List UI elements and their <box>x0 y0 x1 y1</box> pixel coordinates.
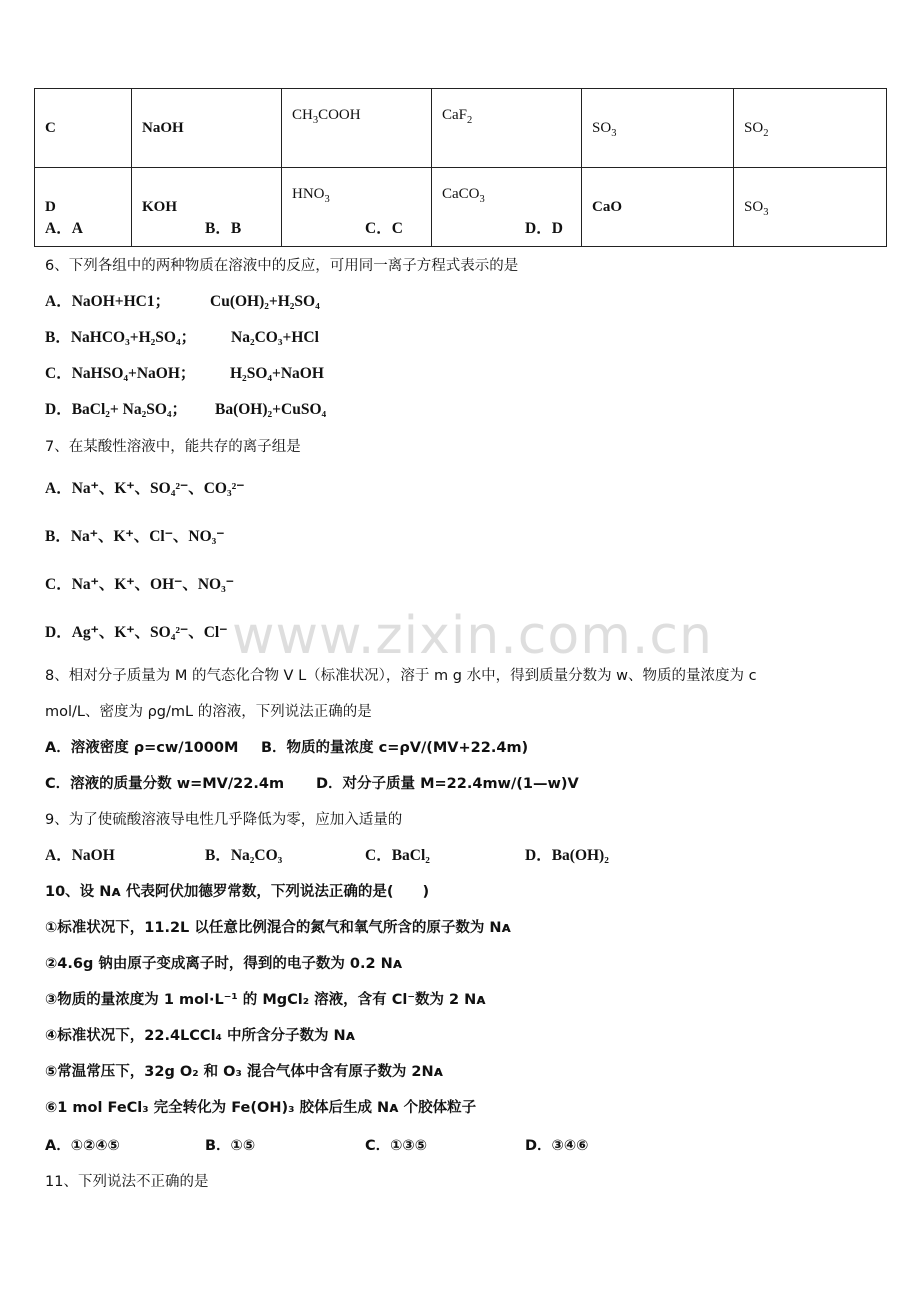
q10-stem: 10、设 Nᴀ 代表阿伏加德罗常数，下列说法正确的是( ) <box>45 884 430 900</box>
q10-statement-2: ②4.6g 钠由原子变成离子时，得到的电子数为 0.2 Nᴀ <box>45 956 403 972</box>
oxide-cell: $SO_3$ <box>582 89 734 168</box>
oxide-cell: $SO_3$ <box>734 168 887 247</box>
classification-table <box>34 88 887 247</box>
q10-statement-1: ①标准状况下，11.2L 以任意比例混合的氮气和氧气所含的原子数为 Nᴀ <box>45 920 511 936</box>
salt-cell: CaCO$_3$ <box>432 168 582 247</box>
oxide-cell: CaO <box>582 168 734 247</box>
option-a: A．A <box>45 220 83 237</box>
base-cell: NaOH <box>132 89 282 168</box>
option-b: B．B <box>205 220 242 237</box>
document-page: C NaOH $CH_3COOH$ CaF$_2$ $SO_3$ $SO_2$ D KOH $HNO_3$ CaCO$_3$ CaO $SO_3$ A．A B．B C．C D．D 6、下列各组中的两种物质在溶液中的反应，可用同一离子方程式表示的是 A．NaOH+HC1； Cu(OH)₂+H₂SO₄ B．NaHCO₃+H₂SO₄； Na₂CO₃+HCl C．NaHSO₄+NaOH； H₂SO₄+NaOH D．BaCl₂+ Na₂SO₄； Ba(OH)₂+CuSO₄ 7、在某酸性溶液中，能共存的离子组是 A．Na⁺、K⁺、SO₄²⁻、CO₃²⁻ B．Na⁺、K⁺、Cl⁻、NO₃⁻ C．Na⁺、K⁺、OH⁻、NO₃⁻ D．Ag⁺、K⁺、SO₄²⁻、Cl⁻ www.zixin.com.cn 8、相对分子质量为 M 的气态化合物 V L（标准状况），溶于 m g 水中，得到质量分数为 w、物质的量浓度为 c mol/L、密度为 ρg/mL 的溶液，下列说法正确的是 A．溶液密度 ρ=cw/1000M B．物质的量浓度 c=ρV/(MV+22.4m) C．溶液的质量分数 w=MV/22.4m D．对分子质量 M=22.4mw/(1—w)V 9、为了使硫酸溶液导电性几乎降低为零，应加入适量的 A．NaOH B．Na₂CO₃ C．BaCl₂ D．Ba(OH)₂ 10、设 Nᴀ 代表阿伏加德罗常数，下列说法正确的是( ) ①标准状况下，11.2L 以任意比例混合的氮气和氧气所含的原子数为 Nᴀ ②4.6g 钠由原子变成离子时，得到的电子数为 0.2 Nᴀ ③物质的量浓度为 1 mol·L⁻¹ 的 MgCl₂ 溶液，含有 Cl⁻数为 2 Nᴀ ④标准状况下，22.4LCCl₄ 中所含分子数为 Nᴀ ⑤常温常压下，32g O₂ 和 O₃ 混合气体中含有原子数为 2Nᴀ ⑥1 mol FeCl₃ 完全转化为 Fe(OH)₃ 胶体后生成 Nᴀ 个胶体粒子 A．①②④⑤ B．①⑤ C．①③⑤ D．③④⑥ 11、下列说法不正确的是 <box>0 0 920 1302</box>
row-label: C <box>35 89 132 168</box>
row-label: D <box>35 168 132 247</box>
q10-statement-6: ⑥1 mol FeCl₃ 完全转化为 Fe(OH)₃ 胶体后生成 Nᴀ 个胶体粒子 <box>45 1100 477 1116</box>
base-cell: KOH <box>132 168 282 247</box>
oxide-cell: $SO_2$ <box>734 89 887 168</box>
q7-stem: 7、在某酸性溶液中，能共存的离子组是 <box>45 439 301 455</box>
q11-stem: 11、下列说法不正确的是 <box>45 1174 209 1190</box>
table-row <box>35 89 887 168</box>
q10-statement-5: ⑤常温常压下，32g O₂ 和 O₃ 混合气体中含有原子数为 2Nᴀ <box>45 1064 444 1080</box>
q6-stem: 6、下列各组中的两种物质在溶液中的反应，可用同一离子方程式表示的是 <box>45 258 519 274</box>
option-d: D．D <box>525 220 563 237</box>
acid-cell: $HNO_3$ <box>282 168 432 247</box>
option-c: C．C <box>365 220 403 237</box>
q9-stem: 9、为了使硫酸溶液导电性几乎降低为零，应加入适量的 <box>45 812 403 828</box>
salt-cell: CaF$_2$ <box>432 89 582 168</box>
q10-statement-3: ③物质的量浓度为 1 mol·L⁻¹ 的 MgCl₂ 溶液，含有 Cl⁻数为 2 Nᴀ <box>45 992 486 1008</box>
acid-cell: $CH_3COOH$ <box>282 89 432 168</box>
q7-option-d: D．Ag⁺、K⁺、SO₄²⁻、Cl⁻ <box>45 624 228 641</box>
q7-option-c: C．Na⁺、K⁺、OH⁻、NO₃⁻ <box>45 576 234 593</box>
q10-statement-4: ④标准状况下，22.4LCCl₄ 中所含分子数为 Nᴀ <box>45 1028 356 1044</box>
q7-option-b: B．Na⁺、K⁺、Cl⁻、NO₃⁻ <box>45 528 225 545</box>
q8-stem-line1: 8、相对分子质量为 M 的气态化合物 V L（标准状况），溶于 m g 水中，得到质量分数为 w、物质的量浓度为 c <box>45 668 757 684</box>
q7-option-a: A．Na⁺、K⁺、SO₄²⁻、CO₃²⁻ <box>45 480 245 497</box>
watermark: www.zixin.com.cn <box>232 606 713 666</box>
table-row <box>35 168 887 247</box>
q8-stem-line2: mol/L、密度为 ρg/mL 的溶液，下列说法正确的是 <box>45 704 372 720</box>
